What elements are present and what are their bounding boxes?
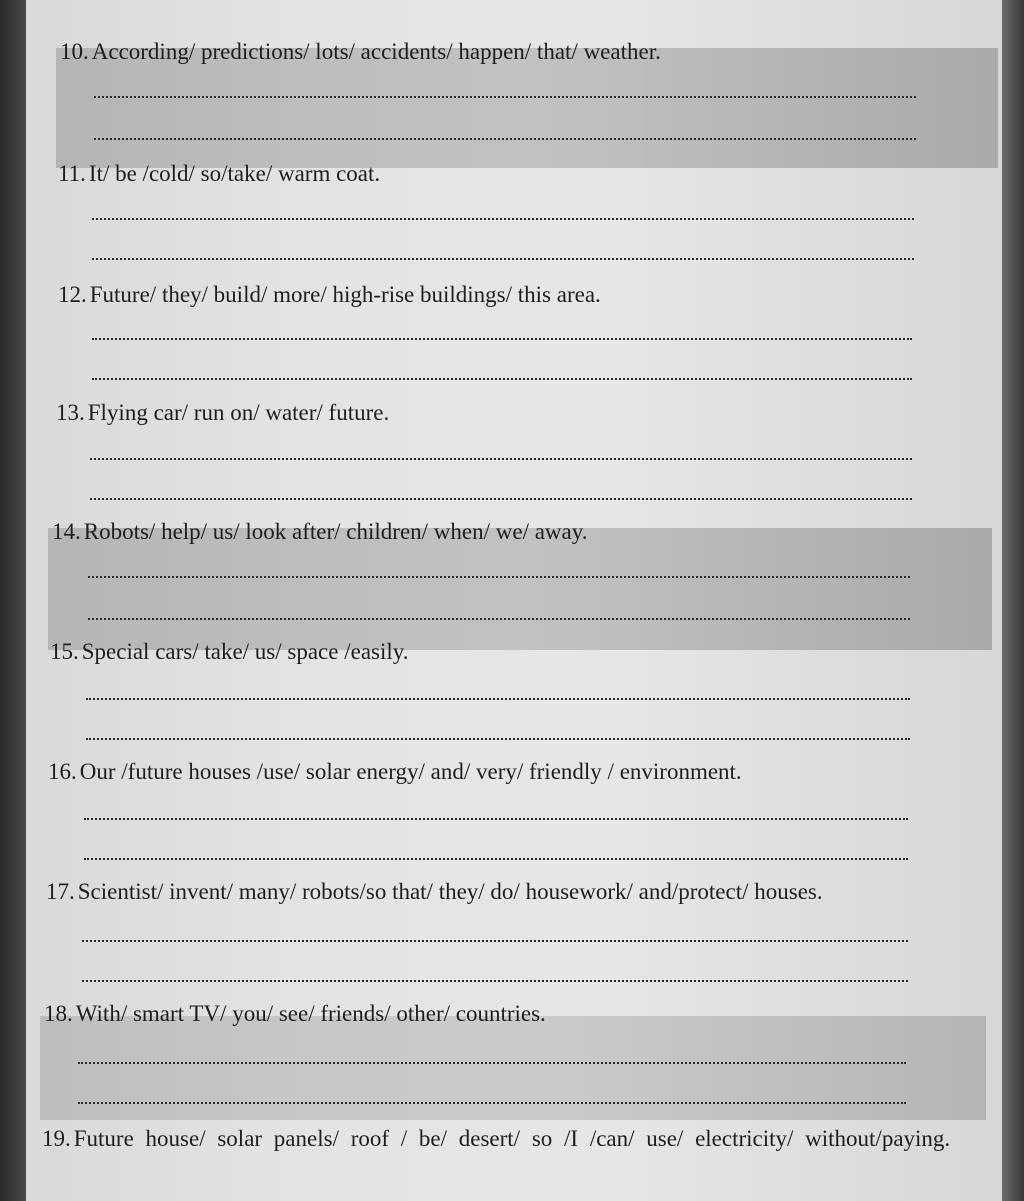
question-12 xyxy=(58,283,601,306)
answer-line[interactable] xyxy=(78,1102,906,1104)
question-text: Future/ they/ build/ more/ high-rise buildings/ this area. xyxy=(89,282,601,307)
question-number: 15. xyxy=(50,639,79,664)
highlight-band-q10 xyxy=(56,48,998,168)
answer-line[interactable] xyxy=(90,458,912,460)
question-number: 11. xyxy=(58,161,86,186)
question-18 xyxy=(44,1002,546,1025)
answer-line[interactable] xyxy=(84,858,908,860)
question-13 xyxy=(56,401,389,424)
question-number: 18. xyxy=(44,1001,73,1026)
answer-line[interactable] xyxy=(92,258,914,260)
question-16 xyxy=(48,760,742,783)
worksheet-page xyxy=(26,0,1002,1201)
question-text: According/ predictions/ lots/ accidents/ happen/ that/ weather. xyxy=(91,39,661,64)
answer-line[interactable] xyxy=(82,940,908,942)
question-17 xyxy=(46,880,823,903)
question-number: 17. xyxy=(46,879,75,904)
question-number: 12. xyxy=(58,282,87,307)
question-14 xyxy=(52,520,588,543)
question-number: 13. xyxy=(56,400,85,425)
answer-line[interactable] xyxy=(78,1062,906,1064)
answer-line[interactable] xyxy=(86,698,910,700)
question-text: Special cars/ take/ us/ space /easily. xyxy=(81,639,409,664)
right-background-edge xyxy=(1002,0,1024,1201)
question-text: Robots/ help/ us/ look after/ children/ when/ we/ away. xyxy=(83,519,588,544)
answer-line[interactable] xyxy=(88,576,910,578)
question-number: 14. xyxy=(52,519,81,544)
question-text: Future house/ solar panels/ roof / be/ desert/ so /I /can/ use/ electricity/ without/paying. xyxy=(73,1126,951,1151)
question-text: Scientist/ invent/ many/ robots/so that/ they/ do/ housework/ and/protect/ houses. xyxy=(77,879,823,904)
answer-line[interactable] xyxy=(92,218,914,220)
answer-line[interactable] xyxy=(94,138,916,140)
question-number: 19. xyxy=(42,1126,71,1151)
question-text: With/ smart TV/ you/ see/ friends/ other/ countries. xyxy=(75,1001,546,1026)
answer-line[interactable] xyxy=(82,980,908,982)
highlight-band-q18 xyxy=(40,1016,986,1120)
question-19 xyxy=(42,1122,952,1156)
question-11 xyxy=(58,162,380,185)
answer-line[interactable] xyxy=(86,738,910,740)
question-text: Flying car/ run on/ water/ future. xyxy=(87,400,390,425)
question-number: 16. xyxy=(48,759,77,784)
question-15 xyxy=(50,640,409,663)
left-background-edge xyxy=(0,0,26,1201)
question-text: Our /future houses /use/ solar energy/ and/ very/ friendly / environment. xyxy=(79,759,742,784)
question-text: It/ be /cold/ so/take/ warm coat. xyxy=(88,161,381,186)
question-10 xyxy=(60,40,661,63)
question-number: 10. xyxy=(60,39,89,64)
highlight-band-q14 xyxy=(48,528,992,650)
answer-line[interactable] xyxy=(90,498,912,500)
answer-line[interactable] xyxy=(92,378,912,380)
answer-line[interactable] xyxy=(92,338,912,340)
answer-line[interactable] xyxy=(88,618,910,620)
answer-line[interactable] xyxy=(84,818,908,820)
answer-line[interactable] xyxy=(94,96,916,98)
